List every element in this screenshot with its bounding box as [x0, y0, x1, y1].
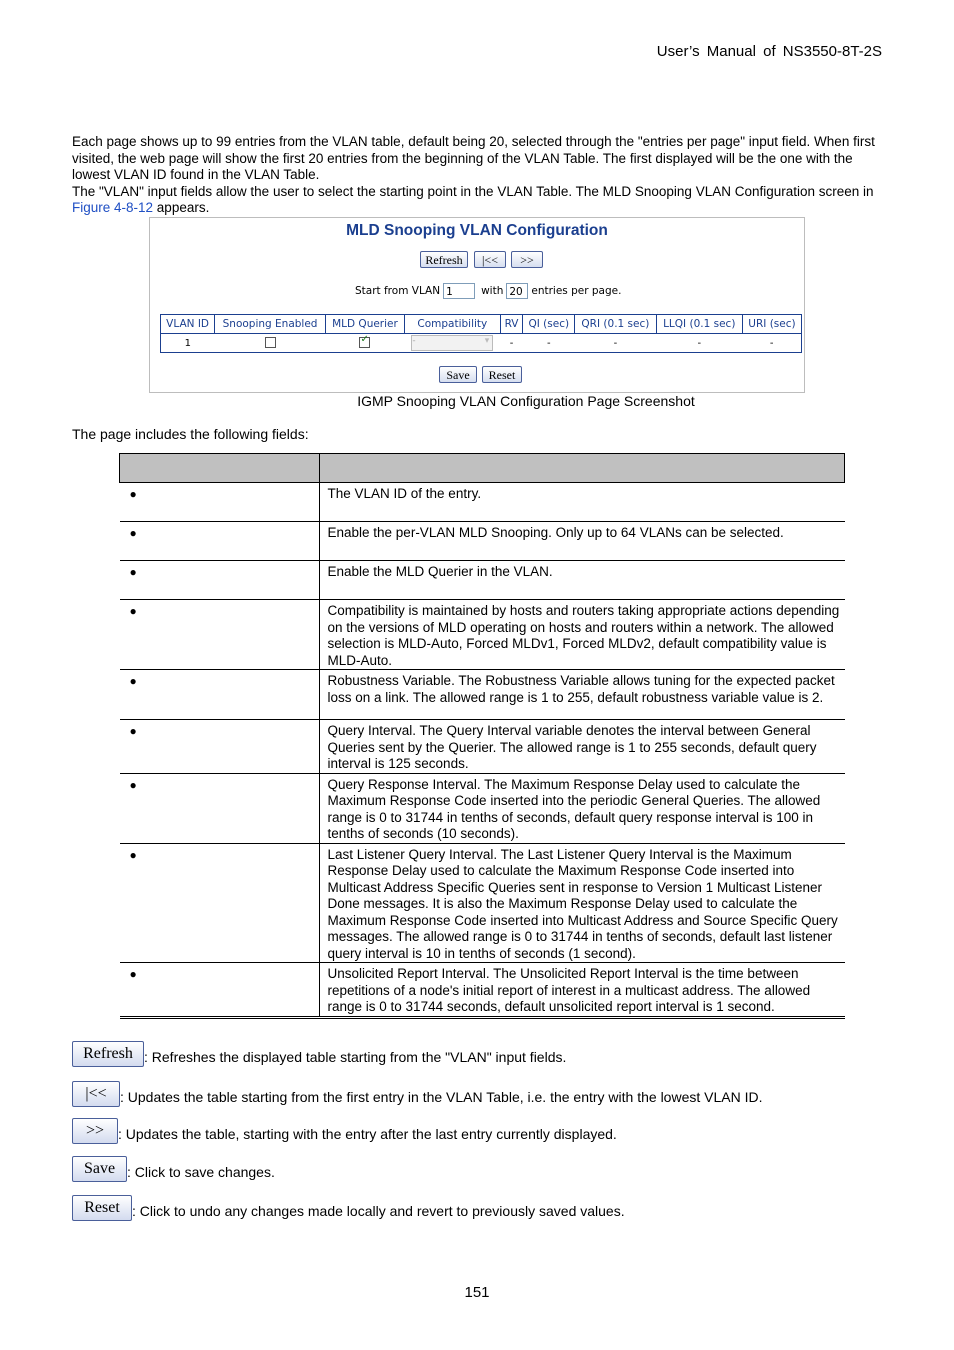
save-button[interactable]: Save — [439, 366, 477, 383]
with-label: with — [481, 285, 504, 297]
object-cell — [120, 670, 320, 720]
column-header: Compatibility — [405, 315, 501, 334]
help-text: : Updates the table, starting with the entry after the last entry currently displayed. — [118, 1126, 617, 1142]
object-cell — [120, 773, 320, 843]
next-page-button[interactable]: >> — [72, 1118, 118, 1144]
bullet-icon: ● — [129, 565, 137, 579]
table-row — [120, 670, 845, 720]
column-header: MLD Querier — [325, 315, 404, 334]
vlan-id-cell: 1 — [161, 334, 215, 353]
help-text: : Click to save changes. — [127, 1164, 275, 1180]
intro-text-after-link: appears. — [153, 200, 210, 215]
table-row — [120, 522, 845, 561]
description-cell: The VLAN ID of the entry. — [319, 483, 845, 522]
entries-label: entries per page. — [531, 285, 622, 297]
column-header: LLQI (0.1 sec) — [656, 315, 742, 334]
column-header: VLAN ID — [161, 315, 215, 334]
intro-paragraph-2 — [72, 184, 877, 217]
bullet-icon: ● — [129, 847, 137, 862]
rv-cell: - — [500, 334, 523, 353]
config-screenshot — [149, 217, 805, 393]
table-row — [120, 600, 845, 670]
running-header: User’s Manual of NS3550-8T-2S — [656, 43, 882, 60]
object-cell — [120, 561, 320, 600]
next-page-button[interactable]: >> — [511, 251, 543, 268]
figure-link[interactable]: Figure 4-8-12 — [72, 200, 154, 215]
object-cell — [120, 600, 320, 670]
snooping-enabled-cell — [215, 334, 326, 353]
object-cell — [120, 843, 320, 963]
fields-table — [119, 453, 845, 1019]
mld-querier-cell — [325, 334, 404, 353]
bullet-icon: ● — [129, 604, 137, 618]
first-page-button[interactable]: |<< — [72, 1081, 120, 1107]
object-cell — [120, 963, 320, 1018]
figure-caption: IGMP Snooping VLAN Configuration Page Screenshot — [357, 393, 695, 409]
help-row-save — [72, 1156, 275, 1182]
object-cell — [120, 522, 320, 561]
llqi-cell: - — [656, 334, 742, 353]
vlan-table — [160, 314, 802, 353]
help-row-refresh — [72, 1041, 566, 1067]
bullet-icon: ● — [129, 967, 137, 981]
bullet-icon: ● — [129, 674, 137, 688]
compatibility-select[interactable]: - ▾ — [411, 335, 493, 351]
column-header: Snooping Enabled — [215, 315, 326, 334]
qi-cell: - — [523, 334, 575, 353]
description-cell: Enable the per-VLAN MLD Snooping. Only up to 64 VLANs can be selected. — [319, 522, 845, 561]
reset-button[interactable]: Reset — [72, 1195, 132, 1221]
description-cell: Compatibility is maintained by hosts and routers taking appropriate actions depending on the versions of MLD operating on hosts and routers within a network. The allowed selection is MLD-Auto, Forced MLDv1, Forced MLDv2, default compatibility value is MLD-Auto. — [319, 600, 845, 670]
bullet-icon: ● — [129, 526, 137, 540]
entries-per-page-input[interactable]: 20 — [506, 283, 528, 299]
save-button[interactable]: Save — [72, 1156, 127, 1182]
object-header — [120, 454, 320, 483]
help-row-first — [72, 1081, 763, 1107]
table-row — [120, 843, 845, 963]
reset-button[interactable]: Reset — [482, 366, 522, 383]
fields-intro: The page includes the following fields: — [72, 426, 309, 442]
column-header: QRI (0.1 sec) — [575, 315, 656, 334]
description-cell: Enable the MLD Querier in the VLAN. — [319, 561, 845, 600]
refresh-button[interactable]: Refresh — [420, 251, 468, 268]
description-cell: Unsolicited Report Interval. The Unsolicited Report Interval is the time between repetitions of a node's initial report of interest in a multicast address. The allowed range is 0 to 31744 seconds, default unsolicited report interval is 1 second. — [319, 963, 845, 1018]
table-row — [120, 773, 845, 843]
description-cell: Robustness Variable. The Robustness Variable allows tuning for the expected packet loss on a link. The allowed range is 1 to 255, default robustness variable value is 2. — [319, 670, 845, 720]
bullet-icon: ● — [129, 487, 137, 501]
page-number: 151 — [464, 1284, 490, 1301]
start-from-label: Start from VLAN — [355, 285, 441, 297]
bullet-icon: ● — [129, 724, 137, 738]
start-vlan-input[interactable]: 1 — [443, 283, 475, 299]
help-row-next — [72, 1118, 617, 1144]
qri-cell: - — [575, 334, 656, 353]
intro-paragraph-1: Each page shows up to 99 entries from the VLAN table, default being 20, selected through the "entries per page" input field. When first visited, the web page will show the first 20 entries from the beginning of the VLAN Table. The first displayed will be the one with the lowest VLAN ID found in the VLAN Table. — [72, 134, 875, 182]
description-header — [319, 454, 845, 483]
object-cell — [120, 483, 320, 522]
bullet-icon: ● — [129, 777, 137, 792]
column-header: RV — [500, 315, 523, 334]
first-page-button[interactable]: |<< — [474, 251, 506, 268]
screenshot-title: MLD Snooping VLAN Configuration — [346, 222, 608, 239]
refresh-button[interactable]: Refresh — [72, 1041, 144, 1067]
help-row-reset — [72, 1195, 625, 1221]
compatibility-cell — [405, 334, 501, 353]
description-cell: Query Response Interval. The Maximum Response Delay used to calculate the Maximum Response Code inserted into the periodic General Queries. The allowed range is 0 to 31744 in tenths of seconds, default query response interval is 100 in tenths of seconds (10 seconds). — [319, 773, 845, 843]
intro-text-before-link: The "VLAN" input fields allow the user to select the starting point in the VLAN Table. The MLD Snooping VLAN Configuration screen in — [72, 183, 874, 199]
table-row — [120, 720, 845, 774]
help-text: : Updates the table starting from the first entry in the VLAN Table, i.e. the entry with the lowest VLAN ID. — [120, 1089, 763, 1105]
object-cell — [120, 720, 320, 774]
help-text: : Click to undo any changes made locally and revert to previously saved values. — [132, 1203, 625, 1219]
help-text: : Refreshes the displayed table starting from the "VLAN" input fields. — [144, 1049, 567, 1065]
mld-querier-checkbox[interactable] — [359, 337, 370, 348]
column-header: QI (sec) — [523, 315, 575, 334]
intro-text — [72, 134, 877, 217]
description-cell: Last Listener Query Interval. The Last Listener Query Interval is the Maximum Response Delay used to calculate the Maximum Response Code inserted into Multicast Address Specific Queries sent in response to Version 1 Multicast Listener Done messages. It is also the Maximum Response Delay used to calculate the Maximum Response Code inserted into Multicast Address and Source Specific Query messages. The allowed range is 0 to 31744 in tenths of seconds, default last listener query interval is 10 in tenths of seconds (1 second). — [319, 843, 845, 963]
snooping-enabled-checkbox[interactable] — [265, 337, 276, 348]
table-row — [120, 963, 845, 1018]
description-cell: Query Interval. The Query Interval variable denotes the interval between General Queries sent by the Querier. The allowed range is 1 to 255 seconds, default query interval is 125 seconds. — [319, 720, 845, 774]
table-row — [120, 561, 845, 600]
column-header: URI (sec) — [742, 315, 801, 334]
table-row — [161, 334, 802, 353]
uri-cell: - — [742, 334, 801, 353]
table-row — [120, 483, 845, 522]
start-row — [355, 283, 621, 299]
